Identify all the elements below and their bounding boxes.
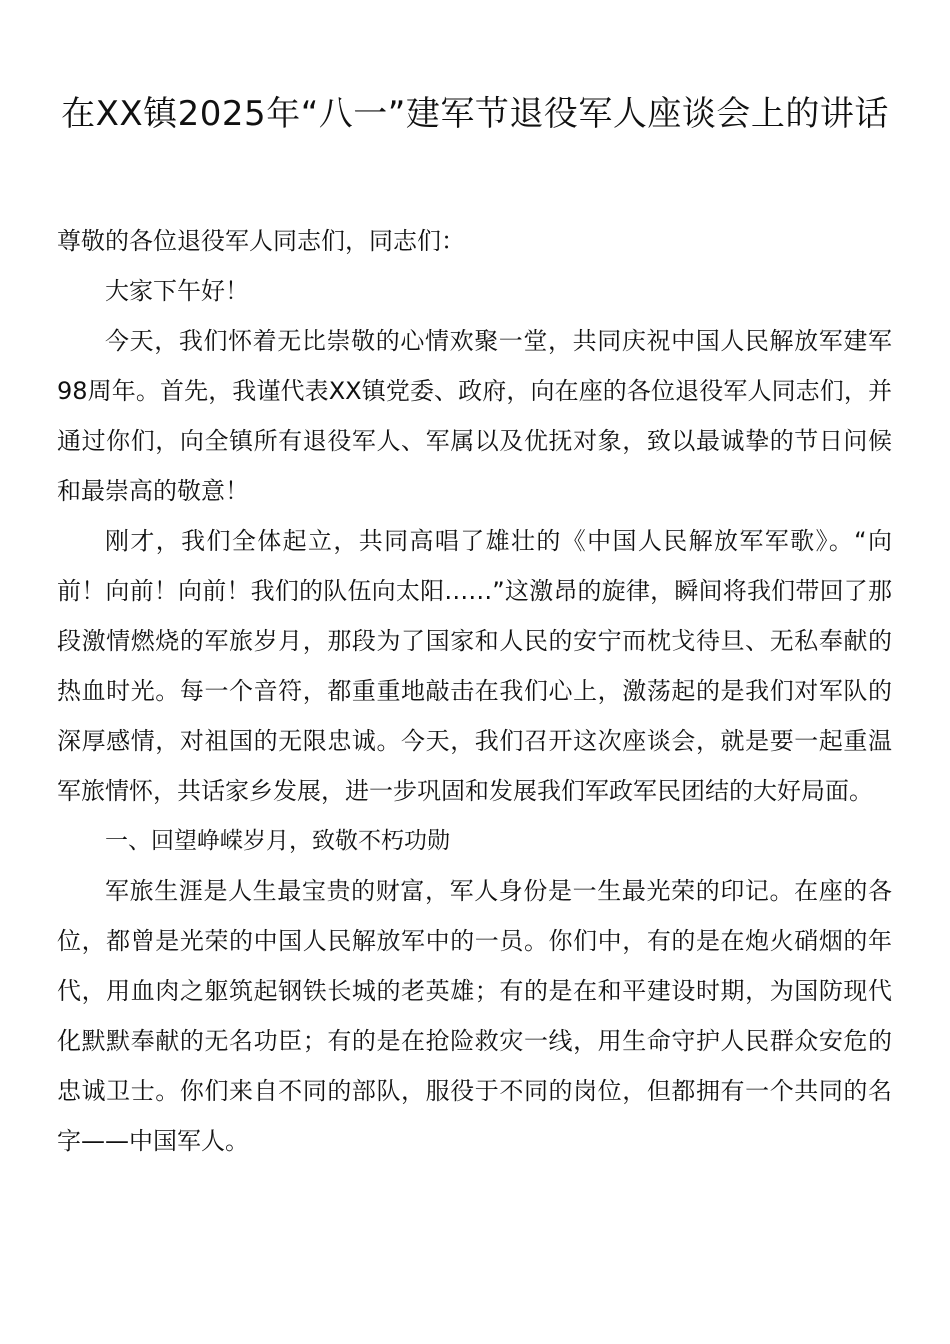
greeting: 大家下午好！	[105, 277, 249, 305]
document-body	[57, 216, 892, 1166]
section-paragraph: 军旅生涯是人生最宝贵的财富，军人身份是一生最光荣的印记。在座的各位，都曾是光荣的中国人民解放军中的一员。你们中，有的是在炮火硝烟的年代，用血肉之躯筑起钢铁长城的老英雄；有的是在和平建设时期，为国防现代化默默奉献的无名功臣；有的是在抢险救灾一线，用生命守护人民群众安危的忠诚卫士。你们来自不同的部队，服役于不同的岗位，但都拥有一个共同的名字——中国军人。	[57, 877, 892, 1155]
paragraph-opening: 今天，我们怀着无比崇敬的心情欢聚一堂，共同庆祝中国人民解放军建军98周年。首先，我谨代表XX镇党委、政府，向在座的各位退役军人同志们，并通过你们，向全镇所有退役军人、军属以及优抚对象，致以最诚挚的节日问候和最崇高的敬意！	[57, 327, 892, 505]
document-title: 在XX镇2025年“八一”建军节退役军人座谈会上的讲话	[61, 93, 889, 134]
paragraph-anthem: 刚才，我们全体起立，共同高唱了雄壮的《中国人民解放军军歌》。“向前！向前！向前！我们的队伍向太阳……”这激昂的旋律，瞬间将我们带回了那段激情燃烧的军旅岁月，那段为了国家和人民的安宁而枕戈待旦、无私奉献的热血时光。每一个音符，都重重地敲击在我们心上，激荡起的是我们对军队的深厚感情，对祖国的无限忠诚。今天，我们召开这次座谈会，就是要一起重温军旅情怀，共话家乡发展，进一步巩固和发展我们军政军民团结的大好局面。	[57, 527, 892, 805]
section-heading: 一、回望峥嵘岁月，致敬不朽功勋	[105, 828, 450, 854]
salutation: 尊敬的各位退役军人同志们，同志们：	[57, 227, 465, 255]
